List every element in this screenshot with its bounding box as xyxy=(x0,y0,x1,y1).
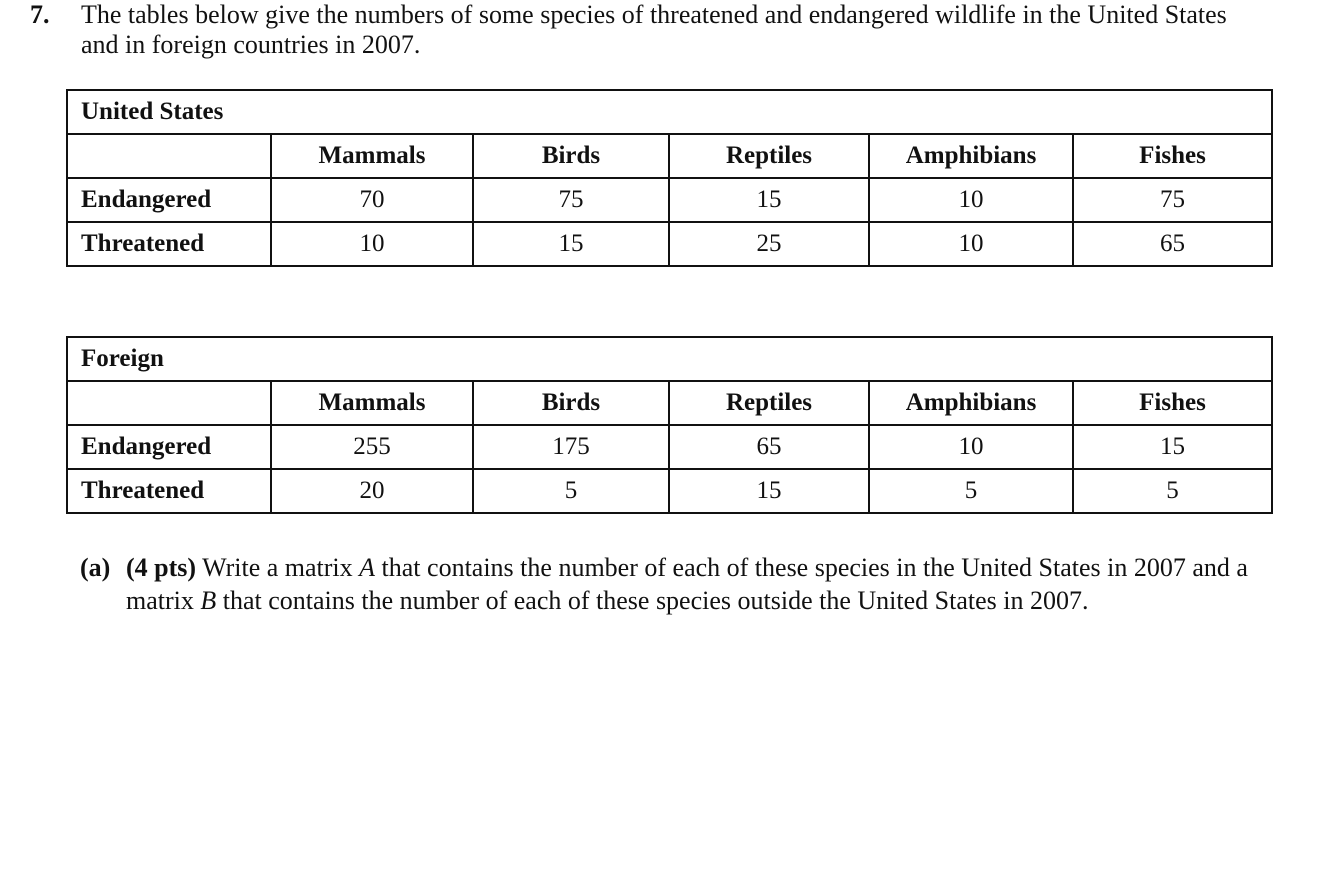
part-a-text xyxy=(126,551,1276,617)
table-title-row xyxy=(67,90,1272,134)
row-header-endangered: Endangered xyxy=(67,178,271,222)
part-a-points: (4 pts) xyxy=(126,553,197,582)
table-cell: 15 xyxy=(669,178,869,222)
table-cell: 255 xyxy=(271,425,473,469)
table-cell: 5 xyxy=(473,469,669,513)
part-a-text-segment: Write a matrix xyxy=(196,553,360,582)
table-cell: 75 xyxy=(1073,178,1272,222)
table-header-row xyxy=(67,381,1272,425)
row-header-endangered: Endangered xyxy=(67,425,271,469)
part-a-label: (a) xyxy=(80,553,111,582)
column-header-mammals: Mammals xyxy=(271,134,473,178)
table-row-threatened xyxy=(67,469,1272,513)
table-cell: 15 xyxy=(669,469,869,513)
foreign-table xyxy=(66,336,1273,514)
column-header-fishes: Fishes xyxy=(1073,381,1272,425)
table-cell: 5 xyxy=(869,469,1073,513)
table-row-threatened xyxy=(67,222,1272,266)
column-header-mammals: Mammals xyxy=(271,381,473,425)
column-header-birds: Birds xyxy=(473,381,669,425)
column-header-fishes: Fishes xyxy=(1073,134,1272,178)
table-cell: 10 xyxy=(271,222,473,266)
part-a-text-segment: that contains the number of each of these species outside the United States in 2007. xyxy=(216,586,1089,615)
table-cell: 10 xyxy=(869,178,1073,222)
column-header-birds: Birds xyxy=(473,134,669,178)
row-header-threatened: Threatened xyxy=(67,469,271,513)
column-header-amphibians: Amphibians xyxy=(869,381,1073,425)
column-header-reptiles: Reptiles xyxy=(669,134,869,178)
table-row-endangered xyxy=(67,425,1272,469)
row-header-threatened: Threatened xyxy=(67,222,271,266)
table-cell: 15 xyxy=(473,222,669,266)
table-title-row xyxy=(67,337,1272,381)
table-cell: 5 xyxy=(1073,469,1272,513)
table-cell: 75 xyxy=(473,178,669,222)
table-cell: 175 xyxy=(473,425,669,469)
part-a-text-segment: that contains the number of each of these species in the United States in 2007 and a matrix xyxy=(126,553,1248,615)
question-number: 7. xyxy=(30,0,50,29)
empty-corner-cell xyxy=(67,381,271,425)
matrix-b-variable: B xyxy=(200,586,217,615)
column-header-amphibians: Amphibians xyxy=(869,134,1073,178)
table-cell: 10 xyxy=(869,222,1073,266)
table-cell: 20 xyxy=(271,469,473,513)
table-cell: 25 xyxy=(669,222,869,266)
table-header-row xyxy=(67,134,1272,178)
question-text: The tables below give the numbers of some species of threatened and endangered wildlife in the United States and in foreign countries in 2007. xyxy=(81,0,1227,59)
column-header-reptiles: Reptiles xyxy=(669,381,869,425)
empty-corner-cell xyxy=(67,134,271,178)
table-cell: 70 xyxy=(271,178,473,222)
table-title: Foreign xyxy=(67,337,1272,381)
table-cell: 15 xyxy=(1073,425,1272,469)
table-cell: 65 xyxy=(669,425,869,469)
matrix-a-variable: A xyxy=(359,553,376,582)
table-row-endangered xyxy=(67,178,1272,222)
table-cell: 65 xyxy=(1073,222,1272,266)
table-title: United States xyxy=(67,90,1272,134)
united-states-table xyxy=(66,89,1273,267)
table-cell: 10 xyxy=(869,425,1073,469)
